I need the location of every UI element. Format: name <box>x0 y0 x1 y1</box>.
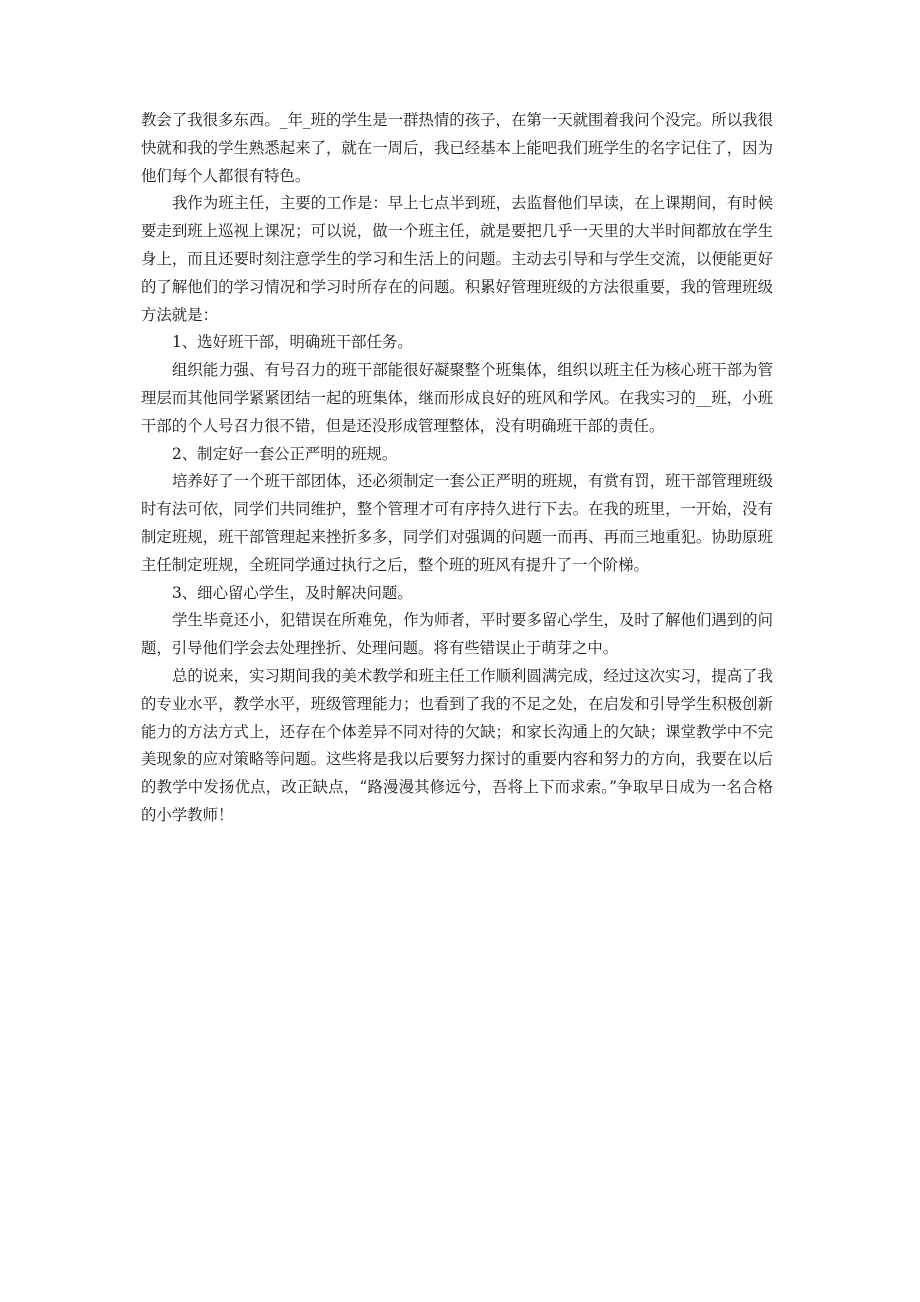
paragraph-class-rules: 培养好了一个班干部团体，还必须制定一套公正严明的班规，有赏有罚，班干部管理班级时有法可依，同学们共同维护，整个管理才可有序持久进行下去。在我的班里，一开始，没有制定班规，班干部管理起来挫折多多，同学们对强调的问题一而再、再而三地重犯。协助原班主任制定班规，全班同学通过执行之后，整个班的班风有提升了一个阶梯。 <box>141 472 773 574</box>
document-body <box>141 107 773 830</box>
paragraph-care-for-students: 学生毕竟还小，犯错误在所难免，作为师者，平时要多留心学生，及时了解他们遇到的问题，引导他们学会去处理挫折、处理问题。将有些错误止于萌芽之中。 <box>141 611 773 658</box>
paragraph-class-cadres: 组织能力强、有号召力的班干部能很好凝聚整个班集体，组织以班主任为核心班干部为管理层而其他同学紧紧团结一起的班集体，继而形成良好的班风和学风。在我实习的__班，小班干部的个人号召力很不错，但是还没形成管理整体，没有明确班干部的责任。 <box>141 361 773 435</box>
list-item-heading-1: 1、选好班干部，明确班干部任务。 <box>172 333 413 352</box>
paragraph-summary: 总的说来，实习期间我的美术教学和班主任工作顺利圆满完成，经过这次实习，提高了我的专业水平，教学水平，班级管理能力；也看到了我的不足之处，在启发和引导学生积极创新能力的方法方式上，还存在个体差异不同对待的欠缺；和家长沟通上的欠缺；课堂教学中不完美现象的应对策略等问题。这些将是我以后要努力探讨的重要内容和努力的方向，我要在以后的教学中发扬优点，改正缺点，“路漫漫其修远兮，吾将上下而求索。”争取早日成为一名合格的小学教师！ <box>141 666 773 824</box>
paragraph-intro-continuation: 教会了我很多东西。_年_班的学生是一群热情的孩子，在第一天就围着我问个没完。所以我很快就和我的学生熟悉起来了，就在一周后，我已经基本上能吧我们班学生的名字记住了，因为他们每个人都很有特色。 <box>141 111 773 185</box>
list-item-heading-2: 2、制定好一套公正严明的班规。 <box>172 444 398 463</box>
list-item-heading-3: 3、细心留心学生，及时解决问题。 <box>172 583 413 602</box>
paragraph-class-teacher-duties: 我作为班主任，主要的工作是：早上七点半到班，去监督他们早读，在上课期间，有时候要走到班上巡视上课况；可以说，做一个班主任，就是要把几乎一天里的大半时间都放在学生身上，而且还要时刻注意学生的学习和生活上的问题。主动去引导和与学生交流，以便能更好的了解他们的学习情况和学习时所存在的问题。积累好管理班级的方法很重要，我的管理班级方法就是： <box>141 194 773 324</box>
